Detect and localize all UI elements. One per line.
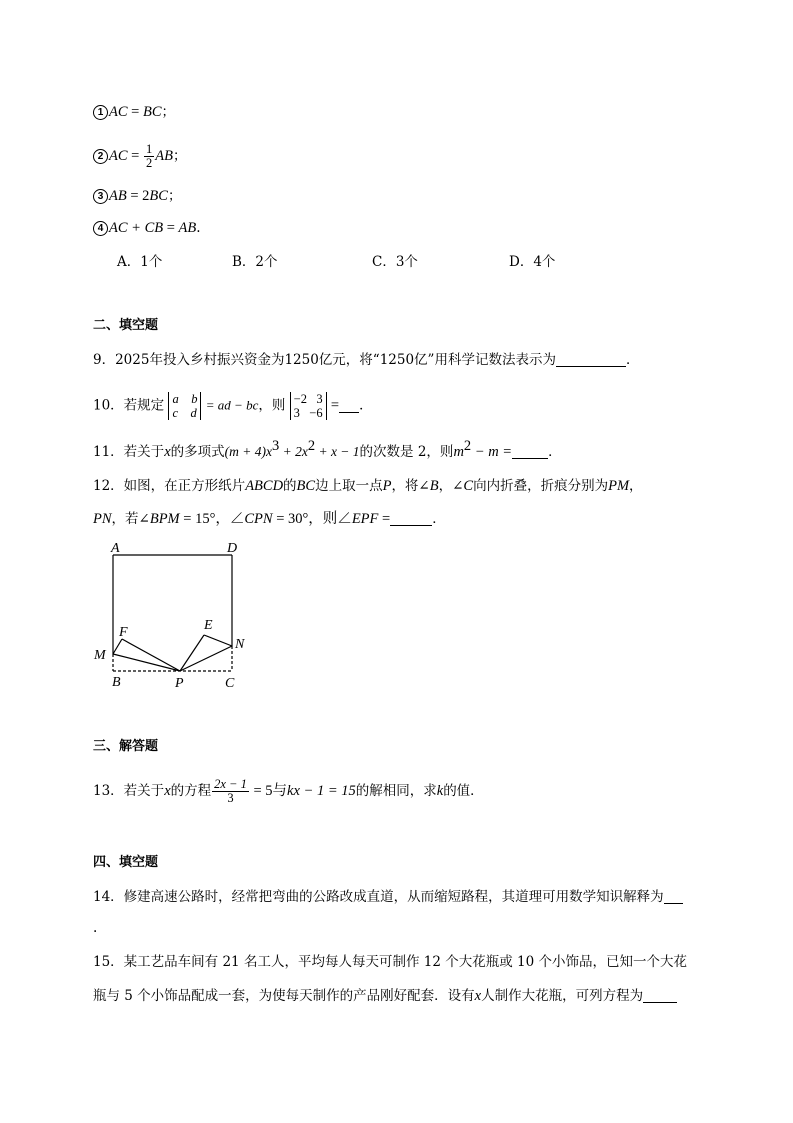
question-15-line-2 — [93, 986, 677, 1006]
statement-tail: ； — [167, 188, 182, 204]
question-9 — [93, 350, 639, 370]
q12-text: = — [378, 511, 391, 527]
q12-math: CPN — [244, 511, 273, 527]
q9-text: 9．2025年投入乡村振兴资金为1250亿元，将“1250亿”用科学记数法表示为 — [93, 352, 556, 368]
det-row-1: −2 3 — [293, 392, 323, 406]
question-13 — [93, 778, 484, 805]
polynomial-term-1: (m + 4)x — [224, 444, 272, 459]
answer-blank — [556, 352, 626, 367]
statement-1 — [93, 102, 175, 122]
det-row-1: a b — [172, 392, 198, 406]
question-12-line-1 — [93, 476, 643, 496]
statement-tail: ； — [172, 148, 187, 164]
expr-right: BC — [142, 104, 162, 120]
q12-text: ，将∠ — [391, 478, 430, 494]
variable-x: x — [164, 783, 171, 799]
q12-text: 向内折叠，折痕分别为 — [473, 478, 609, 494]
expr-left: AC — [109, 148, 128, 164]
option-d: D．4个 — [509, 254, 556, 270]
q13-text: 13．若关于 — [93, 783, 165, 799]
circled-number: 2 — [93, 149, 108, 164]
label-a: A — [111, 541, 120, 556]
expr-left: AC — [109, 104, 128, 120]
statement-3 — [93, 186, 181, 206]
option-b: B．2个 — [232, 254, 278, 270]
label-n: N — [235, 637, 245, 652]
q13-text: 的解相同，求 — [355, 783, 437, 799]
expr-eq: = — [127, 148, 143, 164]
statement-tail: . — [196, 220, 201, 236]
question-14-line-1 — [93, 887, 683, 907]
answer-blank — [643, 988, 677, 1003]
variable-k: k — [436, 783, 444, 799]
fraction — [212, 778, 249, 805]
q12-text: = 15°，∠ — [179, 511, 245, 527]
q12-text: 的 — [283, 478, 297, 494]
option-c: C．3个 — [372, 254, 418, 270]
expr-eq: = 2 — [126, 188, 150, 204]
exponent: 2 — [307, 438, 316, 454]
q15-text: 人制作大花瓶，可列方程为 — [481, 988, 644, 1004]
label-d: D — [227, 541, 238, 556]
square-fold-figure — [85, 535, 265, 695]
q11-mid: 的多项式 — [170, 444, 225, 460]
label-b: B — [112, 675, 121, 690]
q12-math: BPM — [149, 511, 180, 527]
q10-end: ． — [359, 397, 373, 414]
expr-left: AC + CB — [109, 220, 164, 236]
answer-blank — [339, 398, 359, 413]
label-c: C — [225, 676, 235, 691]
fraction-denominator: 3 — [227, 791, 234, 805]
q12-text: ，∠ — [438, 478, 464, 494]
expr-right: AB — [178, 220, 197, 236]
q12-math: EPF — [351, 511, 379, 527]
q12-text: ，若∠ — [111, 511, 150, 527]
q12-text: ， — [629, 478, 643, 494]
expr-right: BC — [149, 188, 168, 204]
q10-prefix: 10．若规定 — [93, 397, 165, 414]
q13-text: = 5与 — [249, 783, 288, 799]
det-row-2: c d — [172, 406, 197, 420]
variable-x: x — [164, 444, 171, 460]
determinant-value — [290, 392, 327, 420]
q12-math: ABCD — [245, 478, 284, 494]
expr-eq: = — [127, 104, 143, 120]
expr-tail: − m = — [471, 444, 513, 460]
section-heading-fill-in: 二、填空题 — [93, 318, 159, 333]
expr-eq: = — [163, 220, 179, 236]
label-e: E — [204, 618, 213, 633]
segment-en — [204, 635, 232, 646]
question-11 — [93, 438, 562, 462]
answer-blank — [390, 511, 432, 526]
circled-number: 4 — [93, 221, 108, 236]
equation-2: kx − 1 = 15 — [287, 783, 356, 799]
q10-equals: = — [330, 397, 340, 414]
q10-mid: ，则 — [258, 397, 286, 414]
crease-pm — [113, 654, 180, 671]
polynomial-term-2: + 2x — [279, 444, 308, 459]
fraction-numerator: 1 — [145, 142, 153, 156]
statement-4 — [93, 218, 201, 238]
q12-math: B — [429, 478, 439, 494]
polynomial-term-3: + x − 1 — [315, 444, 360, 459]
label-m: M — [94, 648, 106, 663]
section-heading-fill-in-2: 四、填空题 — [93, 855, 159, 870]
expr-left: AB — [109, 188, 127, 204]
q14-text: 14．修建高速公路时，经常把弯曲的公路改成直道，从而缩短路程，其道理可用数学知识解释为 — [93, 889, 664, 905]
circled-number: 1 — [93, 105, 108, 120]
q12-math: PN — [93, 511, 112, 527]
q12-text: = 30°，则∠ — [272, 511, 352, 527]
q11-post: 的次数是 2，则 — [359, 444, 454, 460]
answer-blank — [512, 444, 548, 459]
q12-math: BC — [296, 478, 316, 494]
exponent: 3 — [271, 438, 280, 454]
q15-text: 瓶与 5 个小饰品配成一套，为使每天制作的产品刚好配套．设有 — [93, 988, 475, 1004]
det-row-2: 3 −6 — [293, 406, 323, 420]
fraction-denominator: 2 — [145, 156, 153, 170]
segment-fp — [122, 639, 180, 671]
q13-end: 的值． — [443, 783, 484, 799]
q13-text: 的方程 — [170, 783, 212, 799]
fraction-numerator: 2x − 1 — [214, 777, 247, 791]
segment-mf — [113, 639, 122, 654]
variable-x: x — [474, 988, 482, 1004]
question-12-line-2 — [93, 509, 446, 529]
option-a: A．1个 — [117, 254, 163, 270]
q12-math: P — [382, 478, 392, 494]
label-p: P — [175, 676, 184, 691]
answer-blank — [664, 889, 683, 904]
q9-end: ． — [625, 352, 640, 368]
expr-right: AB — [155, 148, 173, 164]
q12-text: 12．如图，在正方形纸片 — [93, 478, 246, 494]
label-f: F — [119, 625, 128, 640]
circled-number: 3 — [93, 189, 108, 204]
q12-end: ． — [432, 511, 446, 527]
question-15-line-1: 15．某工艺品车间有 21 名工人，平均每人每天可制作 12 个大花瓶或 10 个小饰品，已知一个大花 — [93, 954, 687, 970]
section-heading-solutions: 三、解答题 — [93, 739, 159, 754]
statement-2 — [93, 143, 186, 170]
fraction — [144, 143, 154, 170]
q12-math: C — [463, 478, 474, 494]
determinant-definition — [168, 392, 201, 420]
exponent: 2 — [463, 438, 472, 454]
q11-prefix: 11．若关于 — [93, 444, 165, 460]
q12-math: PM — [608, 478, 630, 494]
det-formula: = ad − bc — [205, 397, 259, 413]
q12-text: 边上取一点 — [315, 478, 383, 494]
question-14-line-2: . — [93, 920, 98, 936]
expr-m: m — [453, 444, 464, 460]
q11-end: ． — [548, 444, 562, 460]
statement-tail: ； — [161, 104, 175, 120]
question-10 — [93, 392, 373, 420]
